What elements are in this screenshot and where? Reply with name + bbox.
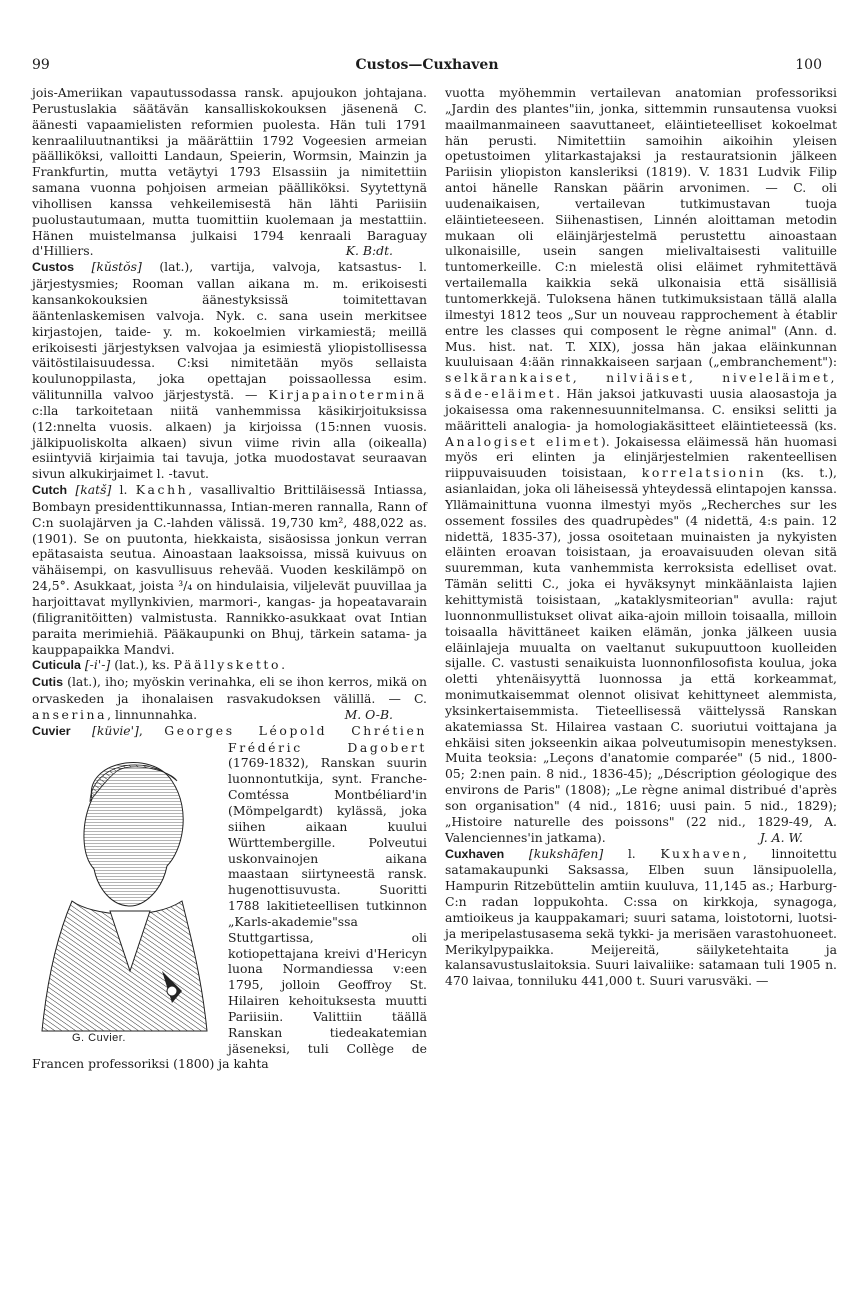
entry-custos: Custos [kŭstŏs] (lat.), vartija, valvoja, katsastus- l. järjestysmies; Rooman vallan aikana m. m. erikoisesti kansankokouksien äänestyksissä toimitettavan ääntenlaskemisen valvoja. Nyk. c. sana usein merkitsee kirjastojen, taide- y. m. kokoelmien virkamiestä; meillä erikoisesti järjestyksen valvojaa ja esimiestä yliopistollisessa väitöstilaisuudessa. C:ksi nimitetään myös sellaista koulunoppilasta, joka opettajan poissaollessa esim. välitunnilla valvoo järjestystä. — Kirjapainoterminä c:lla tarkoitetaan niitä vanhemmissa käsikirjoituksissa (12:nnelta vuosis. alkaen) ja kirjoissa (15:nnen vuosis. jälkipuoliskolta alkaen) sivun viime rivin alla (oikealla) esiintyviä kirjaimia tai tavuja, jotka muodostavat seuraavan sivun alkukirjaimet l. -tavut. bbox=[32, 259, 427, 482]
pronunciation: [küvie'] bbox=[92, 722, 139, 738]
headword-cuvier: Cuvier bbox=[32, 723, 71, 738]
author-signature: K. B:dt. bbox=[345, 243, 393, 259]
author-signature: J. A. W. bbox=[759, 829, 803, 845]
entry-cuxhaven: Cuxhaven [kukshāfen] l. Kuxhaven, linnoitettu satamakaupunki Saksassa, Elben suun länsipuolella, Hampurin Ritzebüttelin amtiin kuuluva, 11,145 as.; Harburg-C:n radan loppukohta. C:ssa on kirkkoja, synagoga, amtioikeus ja kauppakamari; suuri satama, loistotorni, luotsi- ja meripelastusasema sekä tykki- ja merisäen varastohuoneet. Merikylpypaikka. Meijereitä, säilyketehtaita ja kalansavustuslaitoksia. Suuri laivaliike: satamaan tuli 1905 n. 470 laivaa, tonniluku 441,000 t. Suuri varusväki. — bbox=[445, 845, 837, 989]
portrait-figure bbox=[32, 741, 218, 1051]
pronunciation: [-i'-] bbox=[84, 657, 111, 673]
page-number-left: 99 bbox=[32, 57, 50, 73]
headword-cuxhaven: Cuxhaven bbox=[445, 846, 505, 861]
left-column bbox=[32, 85, 427, 1072]
running-title: Custos—Cuxhaven bbox=[355, 57, 499, 73]
headword-custos: Custos bbox=[32, 260, 74, 275]
pronunciation: [kŭstŏs] bbox=[91, 259, 142, 275]
headword-cutis: Cutis bbox=[32, 675, 63, 690]
page-header bbox=[32, 57, 822, 79]
pronunciation: [kukshāfen] bbox=[528, 845, 604, 861]
page-number-right: 100 bbox=[795, 57, 822, 73]
entry-cuvier-continuation: vuotta myöhemmin vertailevan anatomian professoriksi „Jardin des plantes"iin, jonka, sittemmin runsautensa vuoksi maailmanmaineen saavuttaneet, eläintieteelliset kokoelmat hän perusti. Nimitettiin samoihin aikoihin yleisen opetustoimen ylitarkastajaksi ja restauratsionin jälkeen Pariisin yliopiston kansleriksi (1819). V. 1831 Ludvik Filip antoi hänelle Ranskan päärin arvonimen. — C. oli uudenaikaisen, vertailevan tutkimustavan tuoja eläintieteeseen. Siihenastisen, Linnén aloittaman metodin mukaan oli eläinjärjestelmä perustettu ainoastaan ulkonaisille, usein sangen mielivaltaisesti valituille tuntomerkeille. C:n mielestä olisi eläimet ryhmitettävä vertailemalla kaikkia sekä ulkonaisia että sisällisiä tuntomerkkejä. Tuloksena hänen tutkimuksistaan tällä alalla ilmestyi 1812 teos „Sur un nouveau rapprochement à établir entre les classes qui composent le règne animal" (Ann. d. Mus. hist. nat. T. XIX), jossa hän jakaa eläinkunnan kuuluisaan 4:ään rinnakkaiseen sarjaan („embranchement"): selkärankaiset, nilviäiset, niveleläimet, säde-eläimet. Hän jaksoi jatkuvasti uusia alaosastoja ja jokaisessa oma rakennesuunnitelmansa. C. ensiksi selitti ja määritteli analogia- ja homologiakäsitteet eläintieteessä (ks. Analogiset elimet). Jokaisessa eläimessä hän huomasi myös eri elinten ja elinjärjestelmien rakenteellisen riippuvaisuuden toisistaan, korrelatsionin (ks. t.), asianlaidan, joka oli läheisessä yhteydessä elintapojen kanssa. Yllämainittuna vuonna ilmestyi myös „Recherches sur les ossement fossiles des quadrupèdes" (4 nidettä, 4:s pain. 12 nidettä, 1835-37), jossa osoitetaan muinaisten ja nykyisten eläinten eroavan toisistaan, ja eroavaisuuden olevan sitä suuremman, kuta vanhemmista kerroksista edelliset ovat. Tämän selitti C., joka ei hyväksynyt minkäänlaista lajien kehittymistä toisistaan, „kataklysmiteorian" avulla: rajut luonnonmullistukset olivat aika-ajoin milloin toisaalla, milloin toisaalla hävittäneet kaiken elämän, jonka jälkeen uusia eläinlajeja muualta on vaeltanut sukupuuttoon kuolleiden sijalle. C. vastusti senaikuista luonnonfilosofista koulua, joka oletti yhtenäisyyttä luonnossa ja että korkeammat, monimutkaisemmat olennot olisivat kehittyneet alemmista, yksinkertaisemmista. Tieteellisessä väittelyssä Ranskan akatemiassa St. Hilairea vastaan C. suoriutui voittajana ja ehkäisi siten jokseenkin aikaa polveutumisopin menestyksen. Muita teoksia: „Leçons d'anatomie comparée" (5 nid., 1800-05; 2:nen pain. 8 nid., 1836-45); „Déscription géologique des environs de Paris" (1808); „Le règne animal distribué d'après son organisation" (4 nid., 1816; uusi pain. 5 nid., 1829); „Histoire naturelle des poissons" (22 nid., 1829-49, A. Valenciennes'in jatkama). J. A. W. bbox=[445, 85, 837, 845]
entry-cutch: Cutch [katš] l. Kachh, vasallivaltio Brittiläisessä Intiassa, Bombayn presidenttikunnassa, Intian-meren rannalla, Rann of C:n suolajärven ja C.-lahden välissä. 19,730 km², 488,022 as. (1901). Se on puutonta, hiekkaista, sisäosissa jonkun verran epätasaista seutua. Ainoastaan laaksoissa, missä kuivuus on vähäisempi, on kasvullisuus rehevää. Vuoden keskilämpö on 24,5°. Asukkaat, joista ³/₄ on hindulaisia, viljelevät puuvillaa ja harjoittavat myllynkivien, marmori-, kangas- ja hopeatavarain (filigranitöitten) valmistusta. Rannikko-asukkaat ovat Intian paraita merimiehiä. Pääkaupunki on Bhuj, tärkein satama- ja kauppapaikka Mandvi. bbox=[32, 482, 427, 657]
right-column bbox=[445, 85, 837, 989]
entry-cutis: Cutis (lat.), iho; myöskin verinahka, eli se ihon kerros, mikä on orvaskeden ja ihonalaisen rasvakudoksen välillä. — C. anserina, linnunnahka. M. O-B. bbox=[32, 674, 427, 722]
entry-cuticula: Cuticula [-i'-] (lat.), ks. Päällysketto. bbox=[32, 657, 286, 673]
cuvier-portrait-icon bbox=[32, 741, 218, 1033]
entry-custine-continuation: jois-Ameriikan vapautussodassa ransk. apujoukon johtajana. Perustuslakia säätävän kansalliskokouksen jäsenenä C. äänesti vapaamielisten reformien puolesta. Hän tuli 1791 kenraaliluutnantiksi ja määrättiin 1792 Vogeesien armeian päälliköksi, valloitti Landaun, Speierin, Wormsin, Mainzin ja Frankfurtin, mutta vetäytyi 1793 Elsassiin ja nimitettiin samana vuonna pohjoisen armeian päälliköksi. Syytettynä vihollisen kanssa vehkeilemisestä hän lähti Pariisiin puolustautumaan, mutta tuomittiin kuolemaan ja mestattiin. Hänen muistelmansa julkaisi 1794 kenraali Baraguay d'Hilliers. K. B:dt. bbox=[32, 85, 427, 259]
portrait-caption: G. Cuvier. bbox=[72, 1031, 126, 1044]
author-signature: M. O-B. bbox=[344, 706, 393, 722]
headword-cuticula: Cuticula bbox=[32, 658, 81, 673]
pronunciation: [katš] bbox=[75, 482, 112, 498]
headword-cutch: Cutch bbox=[32, 483, 68, 498]
entry-cuvier: Cuvier [küvie'], Georges Léopold Chrétien Frédéric Dagobert G. Cuvier. (1769-1832), Ranskan suurin luonnontutkija, synt. Franche-Comtéssa Montbéliard'in (Mömpelgardt) kylässä, joka siihen aikaan kuului Württembergille. Polveutui uskonvainojen aikana maastaan siirtyneestä ransk. hugenottisuvusta. Suoritti 1788 lakitieteellisen tutkinnon „Karls-akademie"ssa Stuttgartissa, oli kotiopettajana kreivi d'Hericyn luona Normandiessa v:een 1795, jolloin Geoffroy St. Hilairen kehoituksesta muutti Pariisiin. Valittiin täällä Ranskan tiedeakatemian jäseneksi, tuli Collège de Francen professoriksi (1800) ja kahta bbox=[32, 722, 427, 1072]
